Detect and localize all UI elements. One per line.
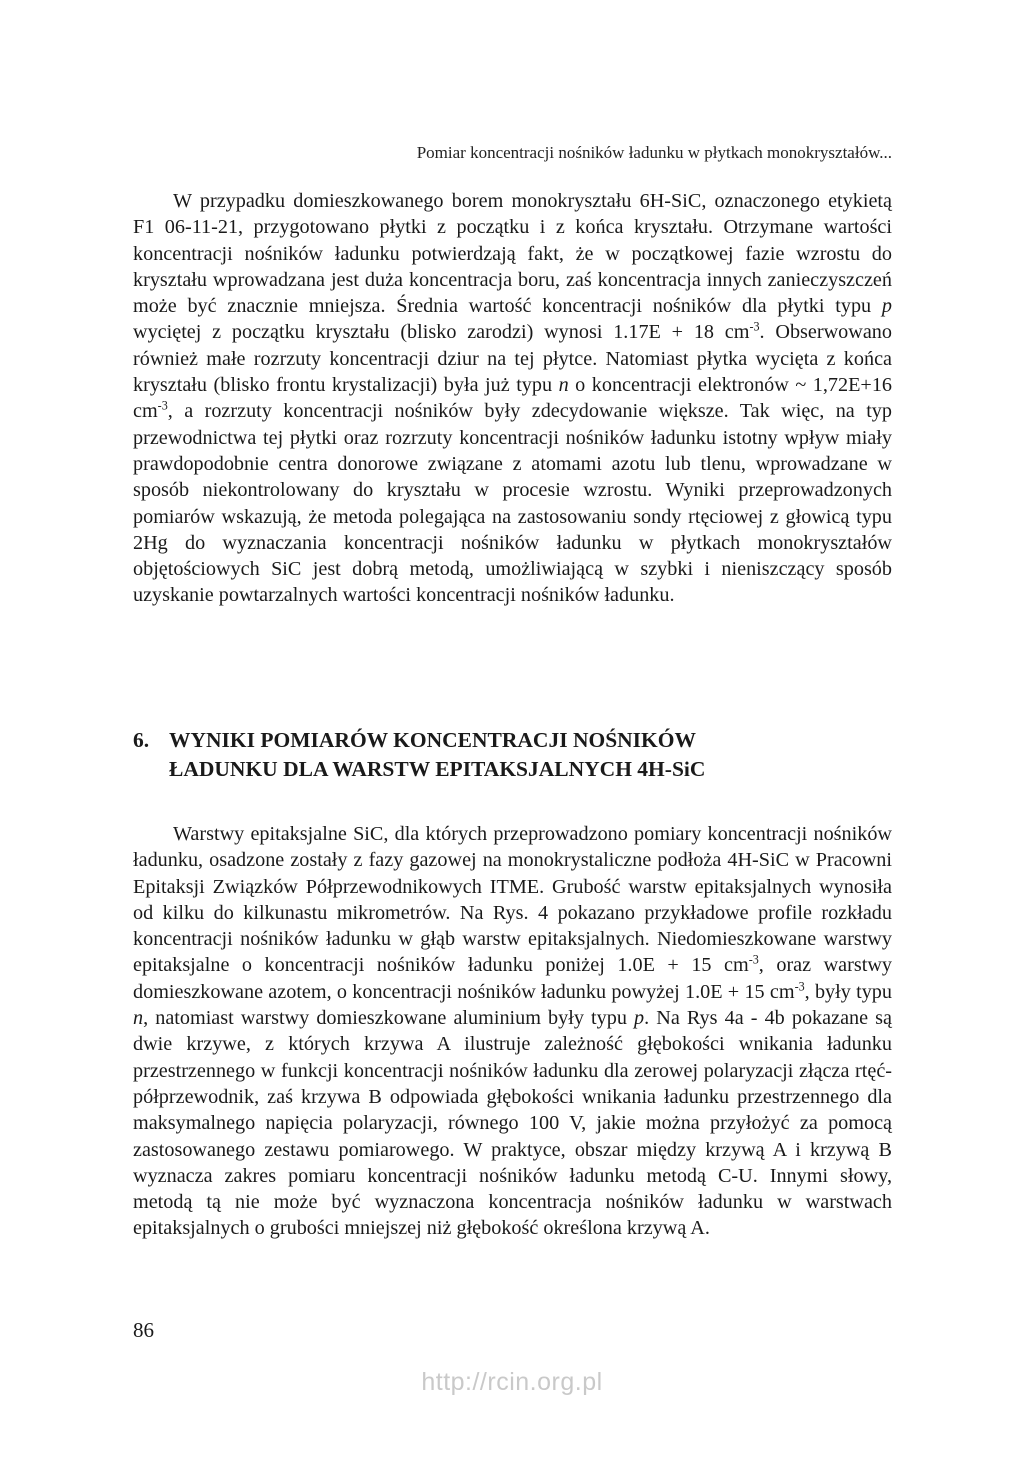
conductivity-type-n: n [558,374,569,397]
paragraph-text: , były typu [804,980,892,1003]
paragraph-text: . Obserwowano również małe rozrzuty koncentracji dziur na tej płytce. Natomiast płytka wycięta z końca kryształu (blisko frontu krystalizacji) była już typu [133,321,892,397]
paragraph-text: . Na Rys 4a - 4b pokazane są dwie krzywe, z których krzywa A ilustruje zależność głębokości wnikania ładunku przestrzennego w funkcji koncentracji nośników ładunku dla zerowej polaryzacji złącza rtęć-półprzewodnik, zaś krzywa B odpowiada głębokości wnikania ładunku przestrzennego dla maksymalnego napięcia polaryzacji, równego 100 V, jakie można przyłożyć za pomocą zastosowanego zestawu pomiarowego. W praktyce, obszar między krzywą A i krzywą B wyznacza zakres pomiaru koncentracji nośników ładunku metodą C-U. Innymi słowy, metodą tą nie może być wyznaczona koncentracja nośników ładunku w warstwach epitaksjalnych o grubości mniejszej niż głębokość określona krzywą A. [133,1007,892,1240]
paragraph-text: , a rozrzuty koncentracji nośników były zdecydowanie większe. Tak więc, na typ przewodnictwa tej płytki oraz rozrzuty koncentracji nośników ładunku istotny wpływ miały prawdopodobnie centra donorowe związane z atomami azotu lub tlenu, wprowadzane w sposób niekontrolowany do kryształu w procesie wzrostu. Wyniki przeprowadzonych pomiarów wskazują, że metoda polegająca na zastosowaniu sondy rtęciowej z głowicą typu 2Hg do wyznaczania koncentracji nośników ładunku w płytkach monokryształów objętościowych SiC jest dobrą metodą, umożliwiającą w szybki i nieniszczący sposób uzyskanie powtarzalnych wartości koncentracji nośników ładunku. [133,400,892,607]
paragraph-text: wyciętej z początku kryształu (blisko zarodzi) wynosi 1.17E + 18 cm [133,321,750,344]
paragraph-text: , natomiast warstwy domieszkowane aluminium były typu [143,1007,635,1030]
conductivity-type-n: n [133,1007,144,1030]
unit-exponent: -3 [157,399,168,414]
page-number: 86 [133,1318,154,1342]
paragraph-boron-doped-6h-sic [133,188,892,609]
section-heading [133,726,892,784]
section-number: 6. [133,728,150,752]
paragraph-text: o koncentracji elektronów ~ 1,72E+16 cm [133,374,893,423]
section-title-line1: WYNIKI POMIARÓW KONCENTRACJI NOŚNIKÓW [169,728,696,752]
watermark-url: http://rcin.org.pl [421,1368,603,1396]
paragraph-text: , oraz warstwy domieszkowane azotem, o koncentracji nośników ładunku powyżej 1.0E + 15 cm [133,954,892,1003]
paragraph-text: W przypadku domieszkowanego borem monokryształu 6H-SiC, oznaczonego etykietą F1 06-11-21, przygotowano płytki z początku i z końca kryształu. Otrzymane wartości koncentracji nośników ładunku potwierdzają fakt, że w początkowej fazie wzrostu do kryształu wprowadzana jest duża koncentracja boru, zaś koncentracja innych zanieczyszczeń może być znacznie mniejsza. Średnia wartość koncentracji nośników dla płytki typu [133,190,892,318]
unit-exponent: -3 [749,320,760,335]
conductivity-type-p: p [881,295,892,318]
section-title-line2: ŁADUNKU DLA WARSTW EPITAKSJALNYCH 4H-SiC [169,757,706,781]
conductivity-type-p: p [634,1007,645,1030]
unit-exponent: -3 [794,979,805,994]
unit-exponent: -3 [748,953,759,968]
running-header: Pomiar koncentracji nośników ładunku w płytkach monokryształów... [416,143,892,162]
paragraph-epitaxial-layers [133,821,892,1242]
paragraph-text: Warstwy epitaksjalne SiC, dla których przeprowadzono pomiary koncentracji nośników ładunku, osadzone zostały z fazy gazowej na monokrystaliczne podłoża 4H-SiC w Pracowni Epitaksji Związków Półprzewodnikowych ITME. Grubość warstw epitaksjalnych wynosiła od kilku do kilkunastu mikrometrów. Na Rys. 4 pokazano przykładowe profile rozkładu koncentracji nośników ładunku w głąb warstw epitaksjalnych. Niedomieszkowane warstwy epitaksjalne o koncentracji nośników ładunku poniżej 1.0E + 15 cm [133,823,892,977]
